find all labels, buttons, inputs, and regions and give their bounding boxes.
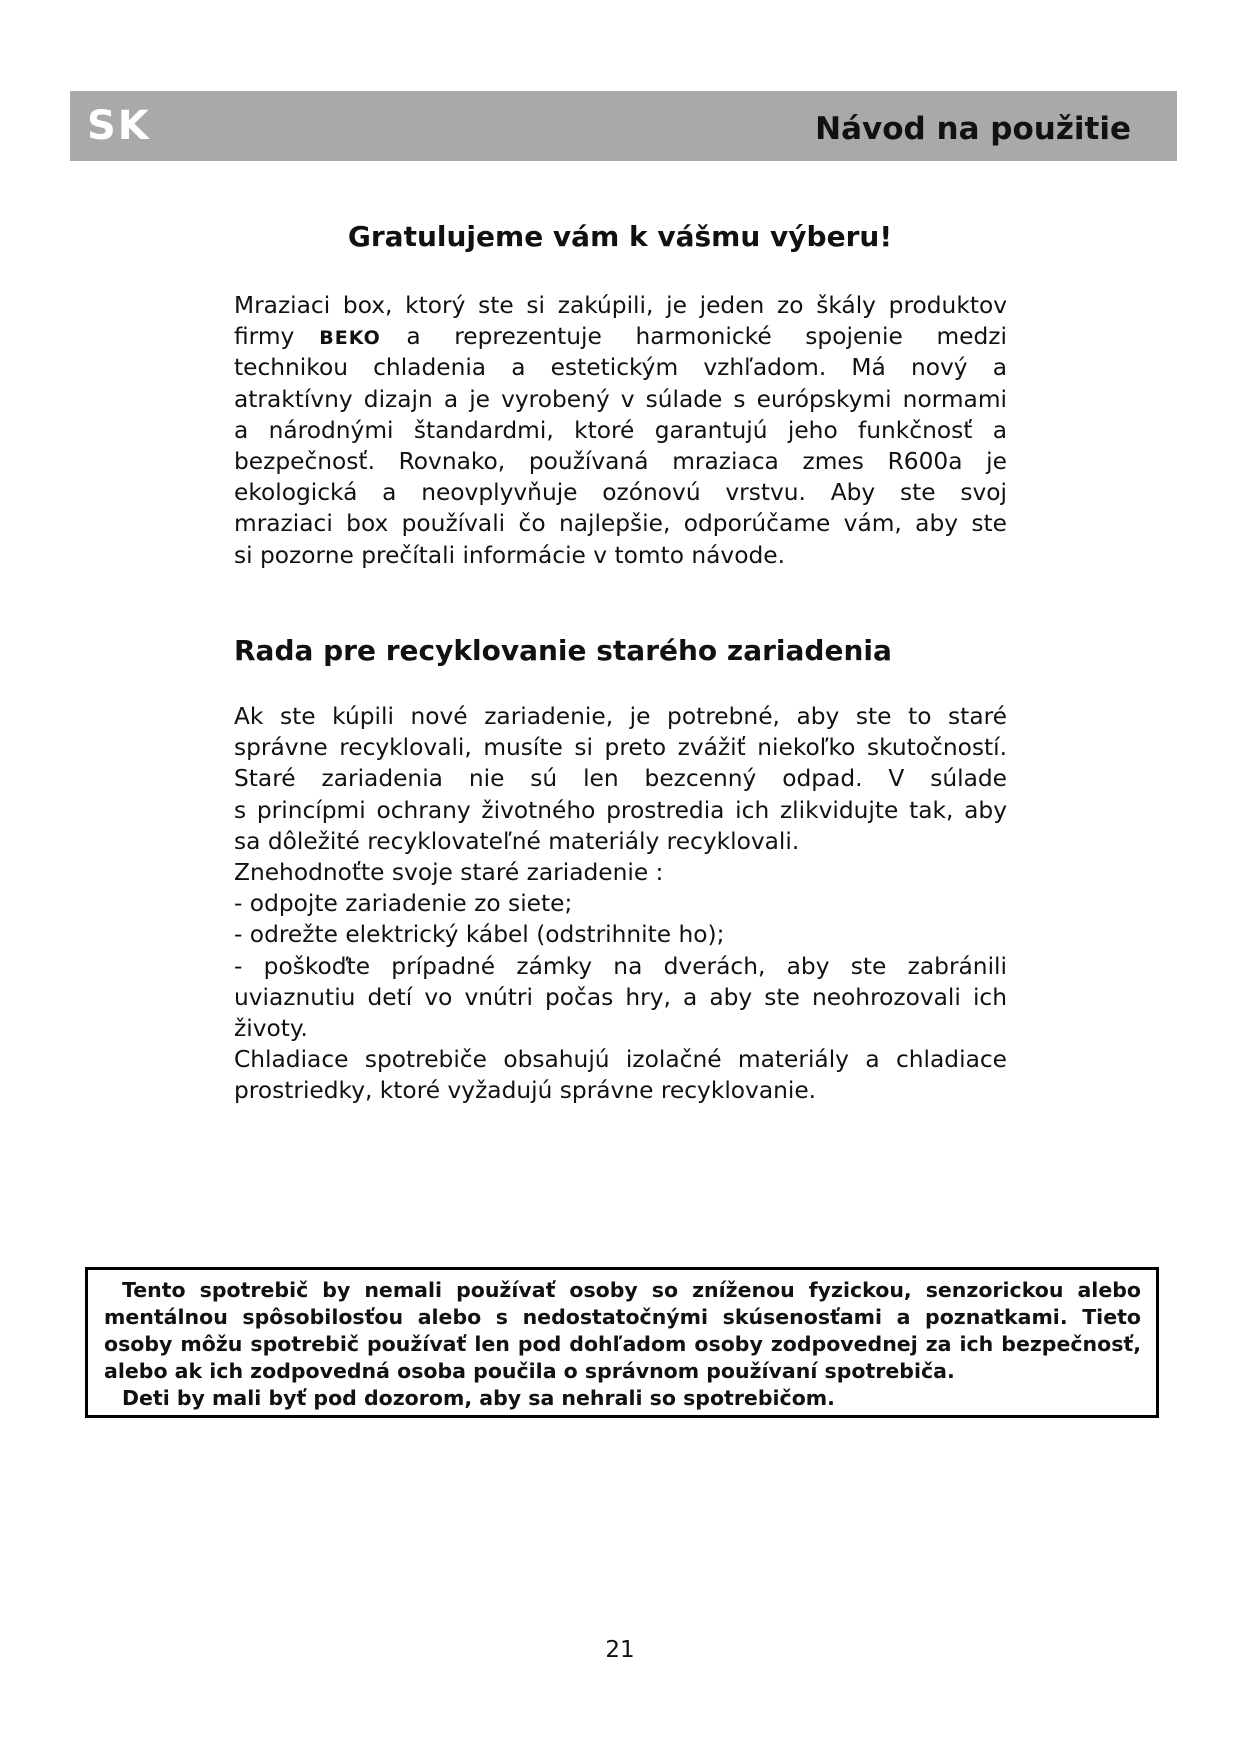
recycling-line: s princípmi ochrany životného prostredia ich zlikvidujte tak, aby bbox=[234, 796, 1007, 824]
header-bar bbox=[70, 91, 1177, 161]
recycling-line: Staré zariadenia nie sú len bezcenný odpad. V súlade bbox=[234, 765, 1007, 793]
intro-paragraph bbox=[234, 290, 1007, 571]
recycling-line: Chladiace spotrebiče obsahujú izolačné materiály a chladiace bbox=[234, 1046, 1007, 1074]
intro-line: bezpečnosť. Rovnako, používaná mraziaca zmes R600a je bbox=[234, 448, 1007, 476]
warning-paragraph: Tento spotrebič by nemali používať osoby so zníženou fyzickou, senzorickou alebo mentálnou spôsobilosťou alebo s nedostatočnými skúsenosťami a poznatkami. Tieto osoby môžu spotrebič používať len pod dohľadom osoby zodpovednej za ich bezpečnosť, alebo ak ich zodpovedná osoba poučila o správnom používaní spotrebiča. bbox=[104, 1278, 1141, 1383]
recycling-list-item: - poškoďte prípadné zámky na dverách, aby ste zabránili bbox=[234, 952, 1007, 980]
intro-line: technikou chladenia a estetickým vzhľadom. Má nový a bbox=[234, 354, 1007, 382]
intro-line: Mraziaci box, ktorý ste si zakúpili, je jeden zo škály produktov bbox=[234, 292, 1007, 319]
main-heading: Gratulujeme vám k vášmu výberu! bbox=[347, 220, 893, 253]
warning-paragraph-children: Deti by mali byť pod dozorom, aby sa nehrali so spotrebičom. bbox=[122, 1386, 835, 1410]
page-number: 21 bbox=[605, 1637, 635, 1663]
recycling-heading: Rada pre recyklovanie starého zariadenia bbox=[234, 634, 892, 667]
recycling-line: uviaznutiu detí vo vnútri počas hry, a aby ste neohrozovali ich bbox=[234, 983, 1007, 1011]
recycling-line: správne recyklovali, musíte si preto zvážiť niekoľko skutočností. bbox=[234, 734, 1007, 762]
beko-logo-text: BEKO bbox=[319, 327, 382, 348]
intro-line: si pozorne prečítali informácie v tomto návode. bbox=[234, 541, 785, 569]
language-code: SK bbox=[87, 103, 151, 149]
intro-line: atraktívny dizajn a je vyrobený v súlade s európskymi normami bbox=[234, 385, 1007, 413]
recycling-list-item: - odrežte elektrický kábel (odstrihnite ho); bbox=[234, 921, 725, 949]
recycling-line: prostriedky, ktoré vyžadujú správne recyklovanie. bbox=[234, 1077, 817, 1105]
intro-line: ekologická a neovplyvňuje ozónovú vrstvu. Aby ste svoj bbox=[234, 479, 1007, 507]
beko-logo bbox=[300, 327, 400, 347]
manual-title: Návod na použitie bbox=[815, 111, 1131, 147]
intro-line: mraziaci box používali čo najlepšie, odporúčame vám, aby ste bbox=[234, 510, 1007, 538]
recycling-line: Ak ste kúpili nové zariadenie, je potrebné, aby ste to staré bbox=[234, 703, 1007, 730]
safety-warning-box bbox=[85, 1267, 1159, 1418]
recycling-line: Znehodnoťte svoje staré zariadenie : bbox=[234, 859, 664, 887]
recycling-list-item: - odpojte zariadenie zo siete; bbox=[234, 890, 573, 918]
intro-line-with-logo: firmy BEKO a reprezentuje harmonické spojenie medzi bbox=[234, 323, 1007, 351]
recycling-paragraph bbox=[234, 701, 1007, 1107]
recycling-line: sa dôležité recyklovateľné materiály recyklovali. bbox=[234, 827, 800, 855]
recycling-line: životy. bbox=[234, 1015, 308, 1043]
intro-line: a národnými štandardmi, ktoré garantujú jeho funkčnosť a bbox=[234, 416, 1007, 444]
